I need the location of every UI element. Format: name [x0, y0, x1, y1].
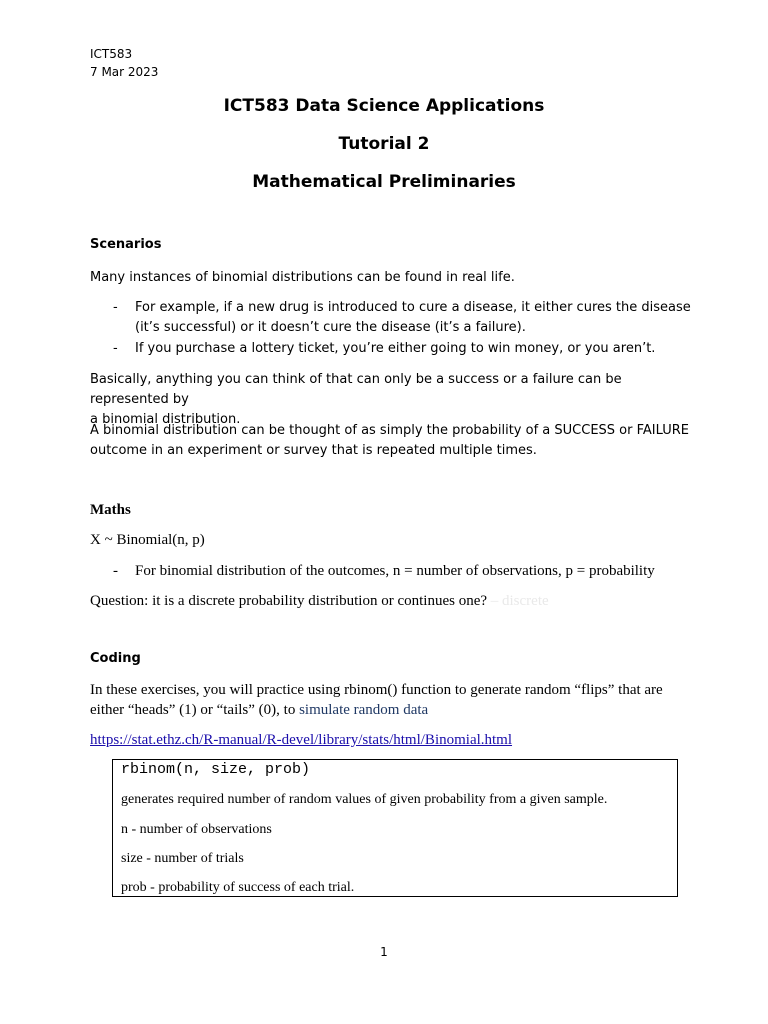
- param-size: size - number of trials: [121, 851, 244, 866]
- bullet-text-continued: (it’s successful) or it doesn’t cure the disease (it’s a failure).: [135, 320, 526, 335]
- page-number: 1: [380, 945, 388, 959]
- bullet-dash: -: [113, 563, 118, 579]
- topic-title: Mathematical Preliminaries: [252, 172, 516, 192]
- paragraph-line: outcome in an experiment or survey that is repeated multiple times.: [90, 443, 537, 458]
- paragraph-text: either “heads” (1) or “tails” (0), to: [90, 702, 300, 718]
- course-code: ICT583: [90, 47, 133, 61]
- bullet-dash: -: [113, 300, 118, 315]
- binomial-docs-link[interactable]: https://stat.ethz.ch/R-manual/R-devel/library/stats/html/Binomial.html: [90, 732, 513, 748]
- scenarios-intro: Many instances of binomial distributions can be found in real life.: [90, 270, 515, 285]
- question-answer: – discrete: [490, 593, 549, 609]
- rbinom-info-box: [112, 759, 678, 897]
- question-text: Question: it is a discrete probability distribution or continues one?: [90, 593, 488, 609]
- param-n: n - number of observations: [121, 822, 272, 837]
- bullet-text: If you purchase a lottery ticket, you’re either going to win money, or you aren’t.: [135, 341, 656, 356]
- paragraph-line: a binomial distribution.: [90, 412, 241, 427]
- param-prob: prob - probability of success of each trial.: [121, 880, 355, 895]
- binomial-formula: X ~ Binomial(n, p): [90, 532, 205, 548]
- bullet-text: For binomial distribution of the outcomes, n = number of observations, p = probability: [135, 563, 655, 579]
- scenarios-heading: Scenarios: [90, 237, 162, 252]
- bullet-dash: -: [113, 341, 118, 356]
- bullet-text: For example, if a new drug is introduced to cure a disease, it either cures the disease: [135, 300, 691, 315]
- maths-heading: Maths: [90, 502, 131, 518]
- paragraph-line: Basically, anything you can think of that can only be a success or a failure can be represented by: [90, 372, 622, 407]
- coding-heading: Coding: [90, 651, 141, 666]
- function-description: generates required number of random values of given probability from a given sample.: [121, 792, 608, 807]
- paragraph-line: [90, 700, 690, 720]
- tutorial-title: Tutorial 2: [338, 134, 430, 154]
- document-date: 7 Mar 2023: [90, 65, 159, 79]
- maths-question: [90, 591, 690, 611]
- coding-paragraph: [90, 680, 690, 720]
- course-title: ICT583 Data Science Applications: [223, 96, 545, 116]
- function-signature: rbinom(n, size, prob): [121, 761, 311, 778]
- paragraph-line: A binomial distribution can be thought of as simply the probability of a SUCCESS or FAILURE: [90, 423, 689, 438]
- paragraph-line: In these exercises, you will practice using rbinom() function to generate random “flips” that are: [90, 682, 663, 698]
- highlighted-phrase: simulate random data: [299, 702, 429, 718]
- scenarios-paragraph-3: [90, 421, 690, 461]
